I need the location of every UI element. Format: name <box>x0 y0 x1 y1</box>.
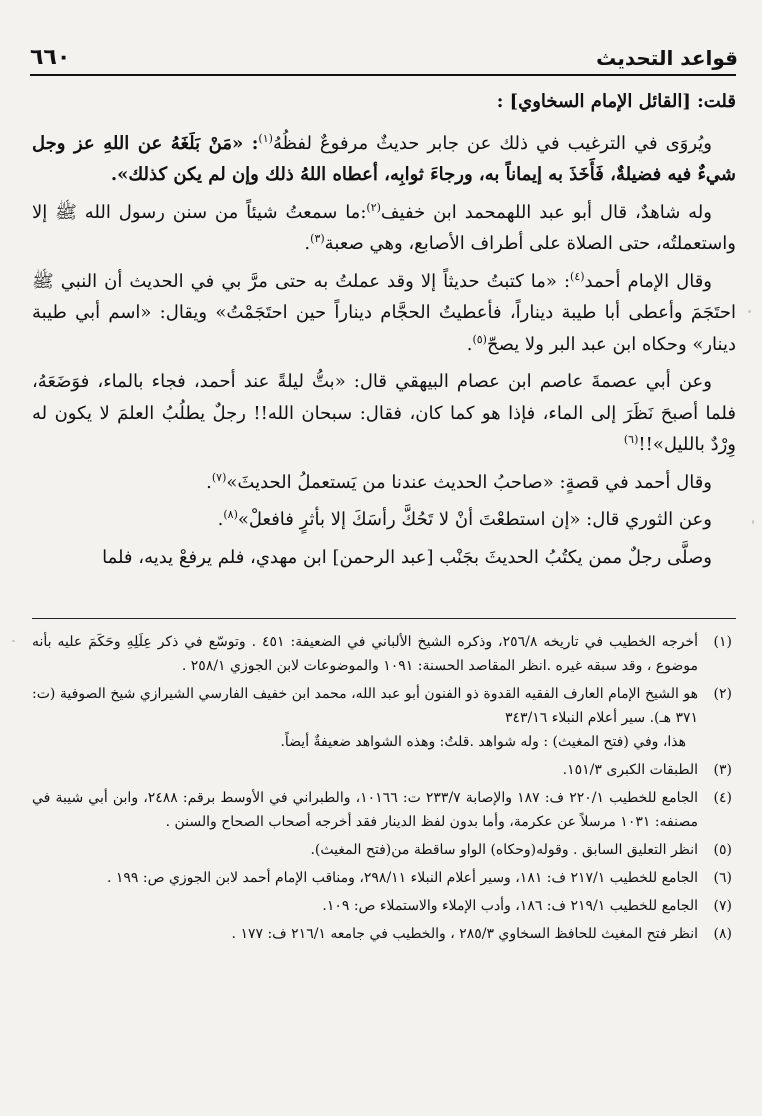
footnote-number: (٢) <box>713 686 732 702</box>
footnote-item <box>32 786 732 834</box>
paragraph-7 <box>32 504 736 536</box>
footnote-item <box>32 630 732 678</box>
paragraph-5-text-a: وعن أبي عصمةَ عاصم ابن عصام البيهقي قال: «بتُّ ليلةً عند أحمد، فجاء بالماء، فوَضَعَهُ، فلما أصبحَ نَظَرَ إلى الماء، فإذا هو كما كان، فقال: سبحان الله!! رجلٌ يطلُبُ العلمَ لا يكون له وِرْدٌ بالليل»!! <box>32 371 736 455</box>
footnote-text-main: انظر فتح المغيث للحافظ السخاوي ٢٨٥/٣ ، والخطيب في جامعه ٢١٦/١ ف: ١٧٧ . <box>231 926 698 942</box>
scan-speck-icon <box>12 640 15 642</box>
paragraph-3-text-b: :ما سمعتُ شيئاً من سنن رسول الله ﷺ إلا واستعملتُه، حتى الصلاة على أطراف الأصابع، وهي صعبة <box>32 201 736 254</box>
footnote-item <box>32 894 732 918</box>
footnote-item <box>32 758 732 782</box>
footnote-text <box>32 866 698 890</box>
running-title: قواعد التحديث <box>596 46 738 70</box>
paragraph-5 <box>32 366 736 461</box>
paragraph-8: وصلَّى رجلٌ ممن يكتُبُ الحديثَ بجَنْب [عبد الرحمن] ابن مهدي، فلم يرفعْ يديه، فلما <box>102 546 712 568</box>
footnote-ref-1[interactable]: (١) <box>258 131 273 145</box>
footnote-ref-7[interactable]: (٧) <box>211 470 227 484</box>
paragraph-2-text-a: ويُروَى في الترغيب في ذلك عن جابر حديثٌ مرفوعٌ لفظُهُ <box>272 132 712 154</box>
footnote-text-main: انظر التعليق السابق . وقوله(وحكاه) الواو ساقطة من(فتح المغيث). <box>310 842 698 858</box>
paragraph-1: قلت: [القائل الإمام السخاوي] : <box>496 91 736 112</box>
footnote-number: (١) <box>713 634 732 650</box>
footnote-ref-8[interactable]: (٨) <box>223 508 238 521</box>
page-number: ٦٦٠ <box>30 45 71 70</box>
paragraph-4-text-a: وقال الإمام أحمد <box>584 270 712 292</box>
footnote-number: (٦) <box>713 870 732 886</box>
paragraph-3-text-a: وله شاهدٌ، قال أبو عبد اللهمحمد ابن خفيف <box>380 201 712 223</box>
footnote-item <box>32 682 732 754</box>
footnote-text-main: هو الشيخ الإمام العارف الفقيه القدوة ذو الفنون أبو عبد الله، محمد ابن خفيف الفارسي الشيرازي شيخ الصوفية (ت: ٣٧١ هـ). سير أعلام النبلاء ٣٤٣/١٦ <box>32 686 698 726</box>
footnote-number: (٣) <box>713 762 732 778</box>
paragraph-2 <box>32 128 736 191</box>
scan-speck-icon <box>752 520 754 524</box>
footnote-text <box>32 894 698 918</box>
footnote-text <box>32 838 698 862</box>
footnote-text <box>32 682 698 754</box>
paragraph-4 <box>32 266 736 361</box>
footnote-text-main: الجامع للخطيب ٢١٩/١ ف: ١٨٦، وأدب الإملاء والاستملاء ص: ١٠٩. <box>322 898 698 914</box>
paragraph-7-text-a: وعن الثوري قال: «إن استطعْتَ أنْ لا تَحُكَّ رأسَكَ إلا بأثرٍ فافعلْ» <box>237 509 712 530</box>
footnote-item <box>32 866 732 890</box>
footnote-number: (٥) <box>713 842 732 858</box>
paragraph-4-text-b: : «ما كتبتُ حديثاً إلا وقد عملتُ به حتى مرَّ بي في الحديث أن النبي ﷺ احتَجَمَ وأعطى أبا طيبة ديناراً، فأعطيتُ الحجَّام ديناراً حين احتَجَمْتُ» ويقال: «اسم أبي طيبة دينار» وحكاه ابن عبد البر ولا يصحّ <box>32 270 736 355</box>
footnote-ref-3[interactable]: (٣) <box>310 232 325 245</box>
paragraph-6-text-a: وقال أحمد في قصةٍ: «صاحبُ الحديث عندنا من يَستعملُ الحديثَ» <box>226 471 712 493</box>
paragraph-6-text-b: . <box>206 471 212 493</box>
footnote-text-main: الجامع للخطيب ٢٢٠/١ ف: ١٨٧ والإصابة ٢٣٣/٧ ت: ١٠١٦٦، والطبراني في الأوسط برقم: ٢٤٨٨، وابن أبي شيبة في مصنفه: ١٠٣١ مرسلاً عن عكرمة، وأما بدون لفظ الدينار فقد أخرجه أصحاب الصحاح والسنن . <box>32 790 699 830</box>
footnote-text <box>32 758 698 782</box>
paragraph-3-text-c: . <box>304 233 311 254</box>
main-text <box>32 86 736 579</box>
footnote-ref-6[interactable]: (٦) <box>623 433 639 446</box>
footnote-text <box>32 922 698 946</box>
footnote-ref-2[interactable]: (٢) <box>366 200 381 214</box>
footnote-text-main: أخرجه الخطيب في تاريخه ٢٥٦/٨، وذكره الشيخ الألباني في الضعيفة: ٤٥١ . وتوسّع في ذكر عِلَلِهِ وحَكَمَ عليه بأنه موضوع ، وقد سبقه غيره .انظر المقاصد الحسنة: ١٠٩١ والموضوعات لابن الجوزي ٢٥٨/١ . <box>32 634 699 674</box>
scan-speck-icon <box>748 310 751 313</box>
footnote-number: (٨) <box>713 926 732 942</box>
paragraph-4-text-c: . <box>466 333 473 355</box>
footnote-text <box>32 630 698 678</box>
footnote-text-extra: هذا، وفي (فتح المغيث) : وله شواهد .قلتُ: وهذه الشواهد ضعيفةٌ أيضاً. <box>280 734 686 750</box>
footnote-number: (٧) <box>713 898 732 914</box>
footnote-text-main: الطبقات الكبرى ١٥١/٣. <box>562 762 698 778</box>
paragraph-7-text-b: . <box>217 509 224 530</box>
footnote-item <box>32 838 732 862</box>
page-header <box>30 38 738 70</box>
paragraph-3 <box>32 197 736 260</box>
footnote-ref-5[interactable]: (٥) <box>472 332 487 346</box>
footnote-divider <box>32 618 736 619</box>
footnote-item <box>32 922 732 946</box>
footnotes <box>32 630 732 950</box>
paragraph-6 <box>32 467 736 499</box>
footnote-text-main: الجامع للخطيب ٢١٧/١ ف: ١٨١، وسير أعلام النبلاء ٢٩٨/١١، ومناقب الإمام أحمد لابن الجوزي ص: ١٩٩ . <box>106 870 698 886</box>
footnote-text <box>32 786 698 834</box>
paragraph-2-text-b: : «مَنْ بَلَغَهُ عن اللهِ عز وجل شيءٌ فيه فضيلةٌ، فَأَخَذَ به إيماناً به، ورجاءَ ثوابِه، أعطاه اللهُ ذلك وإن لم يكن كذلك». <box>32 132 736 185</box>
header-rule <box>30 74 736 76</box>
footnote-ref-4[interactable]: (٤) <box>570 269 585 283</box>
footnote-number: (٤) <box>713 790 732 806</box>
